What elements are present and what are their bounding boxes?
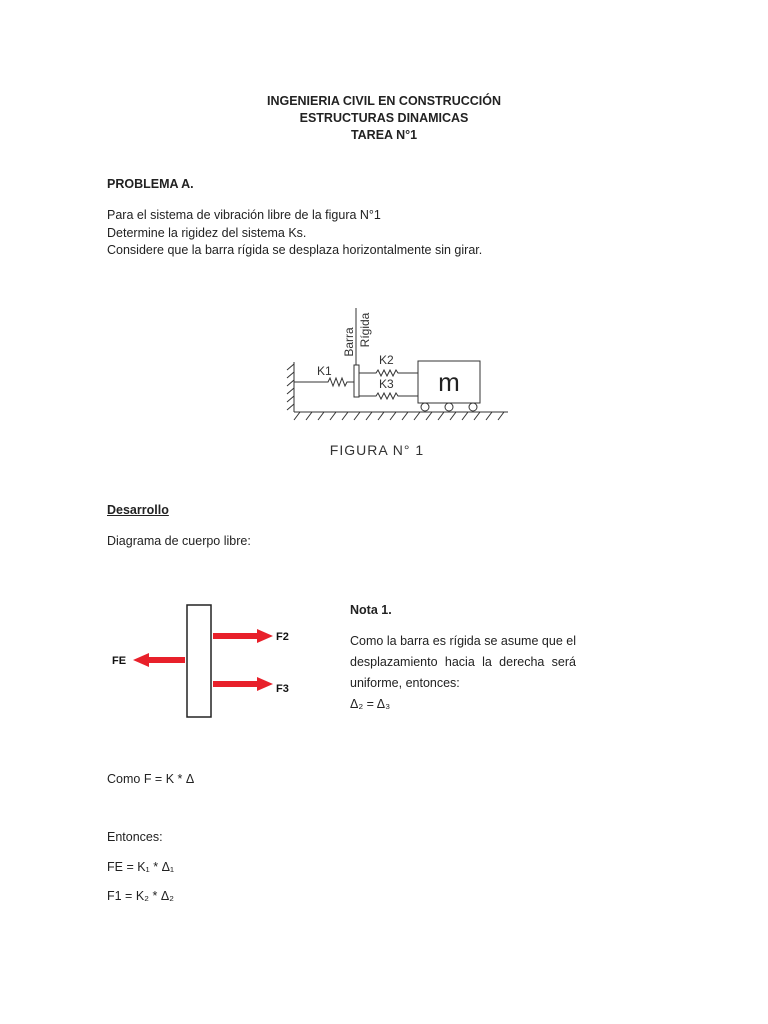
floor-hatching — [294, 412, 504, 420]
figure-1-caption: FIGURA N° 1 — [329, 442, 425, 458]
problem-statement — [107, 207, 482, 260]
problem-line-2: Determine la rigidez del sistema Ks. — [107, 225, 307, 240]
spring-k1 — [294, 378, 354, 386]
label-f3: F3 — [276, 683, 289, 695]
note-text: Como la barra es rígida se asume que el desplazamiento hacia la derecha será uniforme, entonces: — [350, 634, 576, 690]
spring-k2 — [359, 370, 418, 376]
problem-title: PROBLEMA A. — [107, 177, 194, 191]
equation-fe: FE = K₁ * Δ₁ — [107, 860, 175, 874]
wall-hatching — [287, 364, 294, 410]
header-line-3: TAREA N°1 — [350, 128, 418, 142]
label-k3: K3 — [379, 377, 394, 391]
fbd-label: Diagrama de cuerpo libre: — [107, 534, 251, 548]
problem-line-1: Para el sistema de vibración libre de la figura N°1 — [107, 208, 381, 222]
label-k2: K2 — [379, 353, 394, 367]
arrow-f2 — [213, 629, 273, 643]
equation-como: Como F = K * Δ — [107, 772, 195, 786]
header-line-2: ESTRUCTURAS DINAMICAS — [299, 111, 469, 125]
bar-label-rigida: Rígida — [358, 312, 372, 348]
note-title: Nota 1. — [350, 603, 392, 617]
note-equation: Δ₂ = Δ₃ — [350, 697, 391, 711]
bar-label-barra: Barra — [342, 327, 356, 357]
wheel-3 — [469, 403, 477, 411]
figure-1-spring-mass-system — [270, 290, 520, 470]
wheel-1 — [421, 403, 429, 411]
header-line-1: INGENIERIA CIVIL EN CONSTRUCCIÓN — [266, 94, 502, 108]
spring-k3 — [359, 393, 418, 399]
fbd-bar — [187, 605, 211, 717]
rigid-bar — [354, 365, 359, 397]
development-title: Desarrollo — [107, 503, 169, 517]
equation-f1: F1 = K₂ * Δ₂ — [107, 889, 175, 903]
label-fe: FE — [112, 655, 127, 667]
arrow-fe — [133, 653, 185, 667]
equation-entonces: Entonces: — [107, 830, 163, 844]
problem-line-3: Considere que la barra rígida se desplaza horizontalmente sin girar. — [107, 243, 483, 257]
free-body-diagram — [107, 592, 297, 727]
document-header — [0, 93, 768, 144]
wheel-2 — [445, 403, 453, 411]
label-k1: K1 — [317, 364, 332, 378]
label-f2: F2 — [276, 631, 289, 643]
label-mass: m — [438, 367, 460, 397]
arrow-f3 — [213, 677, 273, 691]
